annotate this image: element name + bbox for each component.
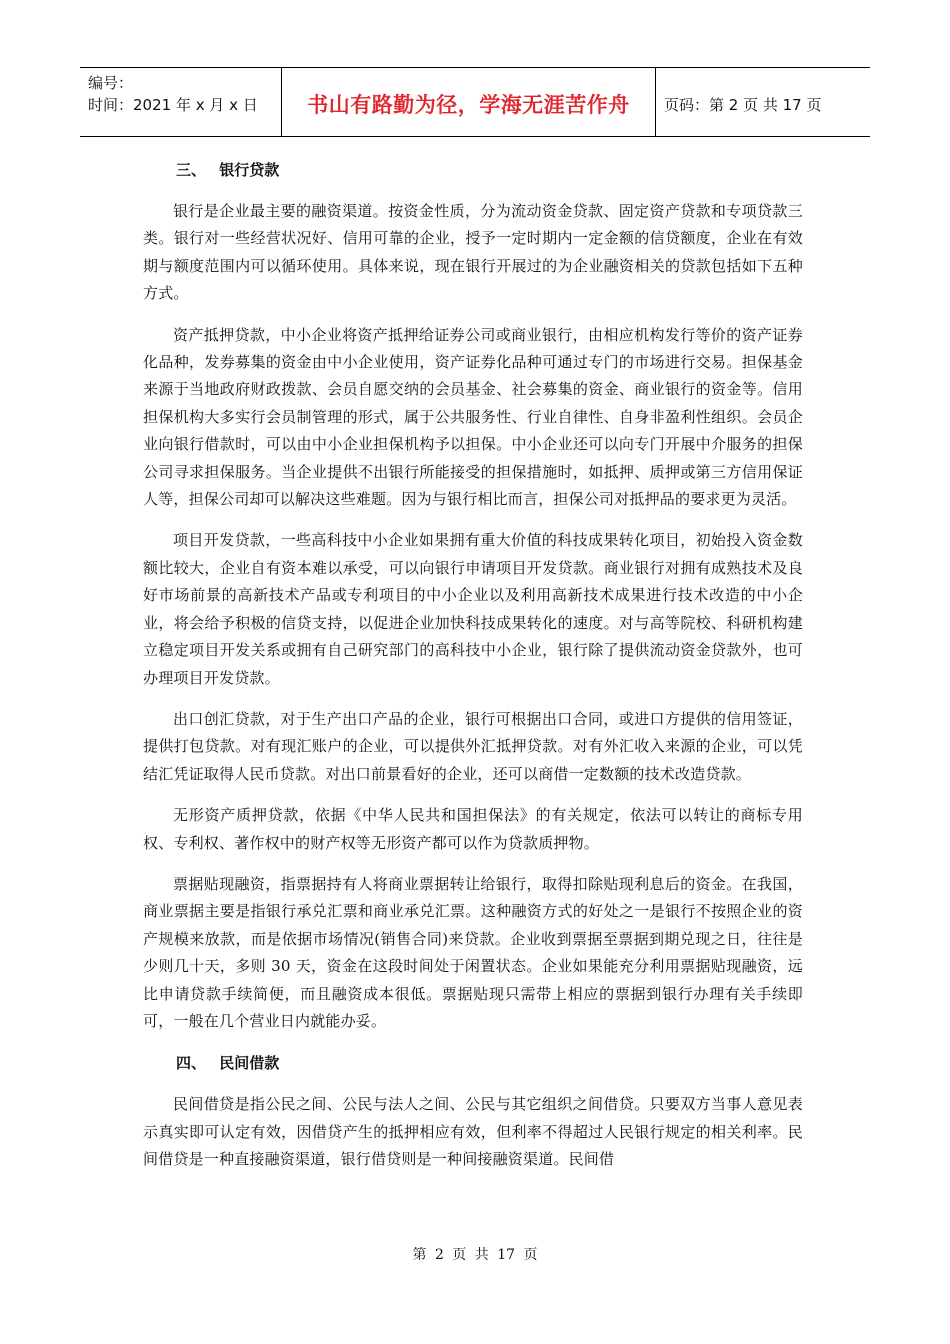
header-meta [80, 68, 282, 136]
paragraph: 出口创汇贷款，对于生产出口产品的企业，银行可根据出口合同，或进口方提供的信用签证，提供打包贷款。对有现汇账户的企业，可以提供外汇抵押贷款。对有外汇收入来源的企业，可以凭结汇凭证取得人民币贷款。对出口前景看好的企业，还可以商借一定数额的技术改造贷款。 [143, 709, 803, 783]
section-heading: 四、 民间借款 [176, 1054, 280, 1073]
page-footer: 第 2 页 共 17 页 [412, 1247, 538, 1263]
header-page-number: 页码：第 2 页 共 17 页 [664, 95, 822, 114]
paragraph: 票据贴现融资，指票据持有人将商业票据转让给银行，取得扣除贴现利息后的资金。在我国，商业票据主要是指银行承兑汇票和商业承兑汇票。这种融资方式的好处之一是银行不按照企业的资产规模来放款，而是依据市场情况(销售合同)来贷款。企业收到票据至票据到期兑现之日，往往是少则几十天，多则 30 天，资金在这段时间处于闲置状态。企业如果能充分利用票据贴现融资，远比申请贷款手续简便，而且融资成本很低。票据贴现只需带上相应的票据到银行办理有关手续即可，一般在几个营业日内就能办妥。 [143, 874, 803, 1030]
paragraph: 银行是企业最主要的融资渠道。按资金性质，分为流动资金贷款、固定资产贷款和专项贷款三类。银行对一些经营状况好、信用可靠的企业，授予一定时期内一定金额的信贷额度，企业在有效期与额度范围内可以循环使用。具体来说，现在银行开展过的为企业融资相关的贷款包括如下五种方式。 [143, 202, 803, 303]
document-body [143, 156, 803, 1188]
header-date: 时间：2021 年 x 月 x 日 [88, 96, 258, 114]
section-heading: 三、 银行贷款 [176, 161, 280, 179]
paragraph: 项目开发贷款，一些高科技中小企业如果拥有重大价值的科技成果转化项目，初始投入资金数额比较大，企业自有资本难以承受，可以向银行申请项目开发贷款。商业银行对拥有成熟技术及良好市场前景的高新技术产品或专利项目的中小企业以及利用高新技术成果进行技术改造的中小企业，将会给予积极的信贷支持，以促进企业加快科技成果转化的速度。对与高等院校、科研机构建立稳定项目开发关系或拥有自己研究部门的高科技中小企业，银行除了提供流动资金贷款外，也可办理项目开发贷款。 [143, 531, 803, 687]
header-code: 编号： [88, 74, 134, 92]
document-header [80, 67, 870, 137]
paragraph: 无形资产质押贷款，依据《中华人民共和国担保法》的有关规定，依法可以转让的商标专用权、专利权、著作权中的财产权等无形资产都可以作为贷款质押物。 [143, 806, 803, 852]
paragraph: 资产抵押贷款，中小企业将资产抵押给证券公司或商业银行，由相应机构发行等价的资产证券化品种，发券募集的资金由中小企业使用，资产证券化品种可通过专门的市场进行交易。担保基金来源于当地政府财政拨款、会员自愿交纳的会员基金、社会募集的资金、商业银行的资金等。信用担保机构大多实行会员制管理的形式，属于公共服务性、行业自律性、自身非盈利性组织。会员企业向银行借款时，可以由中小企业担保机构予以担保。中小企业还可以向专门开展中介服务的担保公司寻求担保服务。当企业提供不出银行所能接受的担保措施时，如抵押、质押或第三方信用保证人等，担保公司却可以解决这些难题。因为与银行相比而言，担保公司对抵押品的要求更为灵活。 [143, 325, 803, 509]
paragraph: 民间借贷是指公民之间、公民与法人之间、公民与其它组织之间借贷。只要双方当事人意见表示真实即可认定有效，因借贷产生的抵押相应有效，但利率不得超过人民银行规定的相关利率。民间借贷是一种直接融资渠道，银行借贷则是一种间接融资渠道。民间借 [143, 1095, 803, 1169]
header-motto: 书山有路勤为径，学海无涯苦作舟 [282, 68, 656, 136]
